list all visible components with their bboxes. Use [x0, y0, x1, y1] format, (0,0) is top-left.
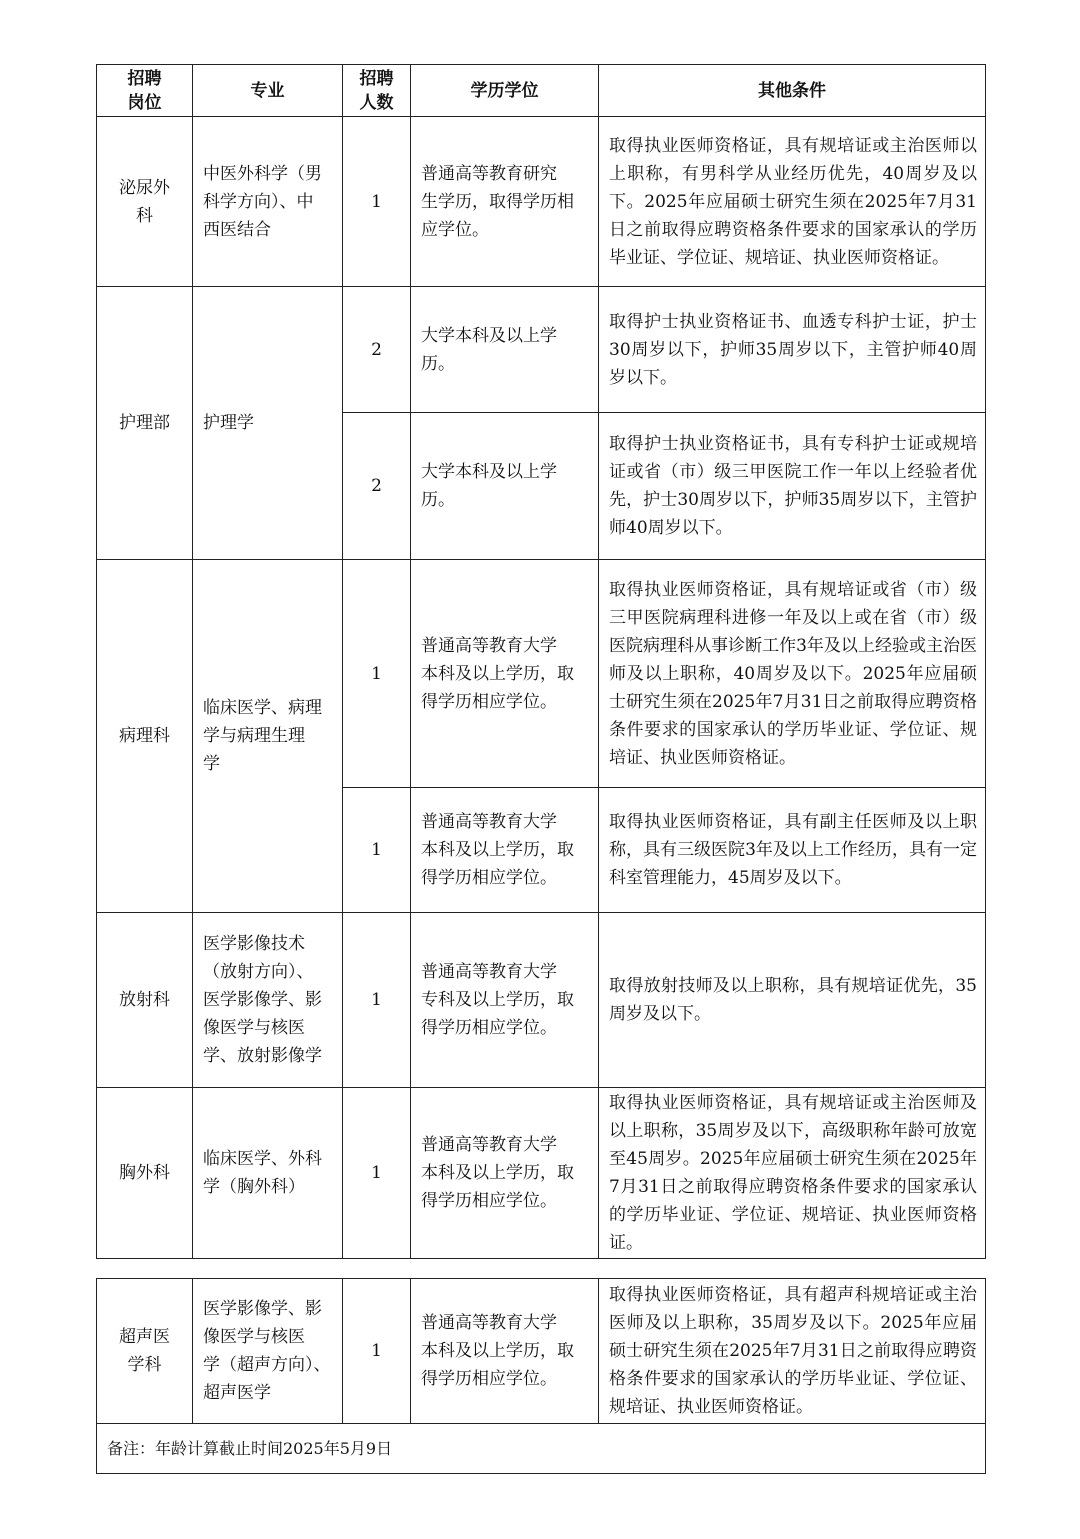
cell-education: 普通高等教育大学 本科及以上学历，取 得学历相应学位。: [411, 1088, 599, 1259]
header-other: 其他条件: [599, 65, 986, 117]
cell-major: 护理学: [193, 287, 343, 560]
header-post: 招聘 岗位: [97, 65, 193, 117]
cell-education: 普通高等教育大学 本科及以上学历，取 得学历相应学位。: [411, 1279, 599, 1424]
table-row: [97, 913, 986, 1088]
cell-other: 取得执业医师资格证，具有副主任医师及以上职称，具有三级医院3年及以上工作经历，具有一定科室管理能力，45周岁及以下。: [599, 788, 986, 913]
recruitment-table-continued: [96, 1278, 986, 1474]
header-major: 专业: [193, 65, 343, 117]
table-row: [97, 1088, 986, 1259]
header-education: 学历学位: [411, 65, 599, 117]
cell-major: 临床医学、外科 学（胸外科）: [193, 1088, 343, 1259]
cell-count: 2: [343, 413, 411, 560]
cell-other: 取得执业医师资格证，具有规培证或主治医师以上职称，有男科学从业经历优先，40周岁及以下。2025年应届硕士研究生须在2025年7月31日之前取得应聘资格条件要求的国家承认的学历毕业证、学位证、规培证、执业医师资格证。: [599, 117, 986, 287]
table-header-row: [97, 65, 986, 117]
table-row: [97, 287, 986, 413]
cell-major: 医学影像技术 （放射方向）、 医学影像学、影 像医学与核医 学、放射影像学: [193, 913, 343, 1088]
cell-education: 普通高等教育研究 生学历，取得学历相 应学位。: [411, 117, 599, 287]
recruitment-table: [96, 64, 986, 1259]
cell-other: 取得执业医师资格证，具有规培证或省（市）级三甲医院病理科进修一年及以上或在省（市）级医院病理科从事诊断工作3年及以上经验或主治医师及以上职称，40周岁及以下。2025年应届硕士研究生须在2025年7月31日之前取得应聘资格条件要求的国家承认的学历毕业证、学位证、规培证、执业医师资格证。: [599, 560, 986, 788]
cell-count: 2: [343, 287, 411, 413]
cell-education: 普通高等教育大学 本科及以上学历，取 得学历相应学位。: [411, 560, 599, 788]
cell-dept: 胸外科: [97, 1088, 193, 1259]
cell-other: 取得护士执业资格证书，具有专科护士证或规培证或省（市）级三甲医院工作一年以上经验者优先，护士30周岁以下，护师35周岁以下，主管护师40周岁以下。: [599, 413, 986, 560]
cell-count: 1: [343, 788, 411, 913]
table-row: [97, 560, 986, 788]
cell-major: 中医外科学（男 科学方向）、中 西医结合: [193, 117, 343, 287]
cell-count: 1: [343, 117, 411, 287]
cell-other: 取得执业医师资格证，具有超声科规培证或主治医师及以上职称，35周岁及以下。2025年应届硕士研究生须在2025年7月31日之前取得应聘资格条件要求的国家承认的学历毕业证、学位证、规培证、执业医师资格证。: [599, 1279, 986, 1424]
cell-dept: 放射科: [97, 913, 193, 1088]
cell-dept: 超声医 学科: [97, 1279, 193, 1424]
cell-major: 临床医学、病理 学与病理生理 学: [193, 560, 343, 913]
cell-count: 1: [343, 1279, 411, 1424]
table-row: [97, 117, 986, 287]
cell-education: 大学本科及以上学 历。: [411, 287, 599, 413]
cell-education: 普通高等教育大学 专科及以上学历，取 得学历相应学位。: [411, 913, 599, 1088]
cell-other: 取得护士执业资格证书、血透专科护士证，护士30周岁以下，护师35周岁以下，主管护师40周岁以下。: [599, 287, 986, 413]
cell-other: 取得放射技师及以上职称，具有规培证优先，35周岁及以下。: [599, 913, 986, 1088]
cell-dept: 泌尿外 科: [97, 117, 193, 287]
age-note: 备注：年龄计算截止时间2025年5月9日: [97, 1424, 986, 1474]
cell-count: 1: [343, 913, 411, 1088]
header-count: 招聘 人数: [343, 65, 411, 117]
cell-dept: 病理科: [97, 560, 193, 913]
cell-count: 1: [343, 560, 411, 788]
table-row: [97, 1279, 986, 1424]
cell-major: 医学影像学、影 像医学与核医 学（超声方向）、 超声医学: [193, 1279, 343, 1424]
cell-dept: 护理部: [97, 287, 193, 560]
cell-other: 取得执业医师资格证，具有规培证或主治医师及以上职称，35周岁及以下，高级职称年龄可放宽至45周岁。2025年应届硕士研究生须在2025年7月31日之前取得应聘资格条件要求的国家承认的学历毕业证、学位证、规培证、执业医师资格证。: [599, 1088, 986, 1259]
cell-count: 1: [343, 1088, 411, 1259]
cell-education: 大学本科及以上学 历。: [411, 413, 599, 560]
cell-education: 普通高等教育大学 本科及以上学历，取 得学历相应学位。: [411, 788, 599, 913]
note-row: [97, 1424, 986, 1474]
